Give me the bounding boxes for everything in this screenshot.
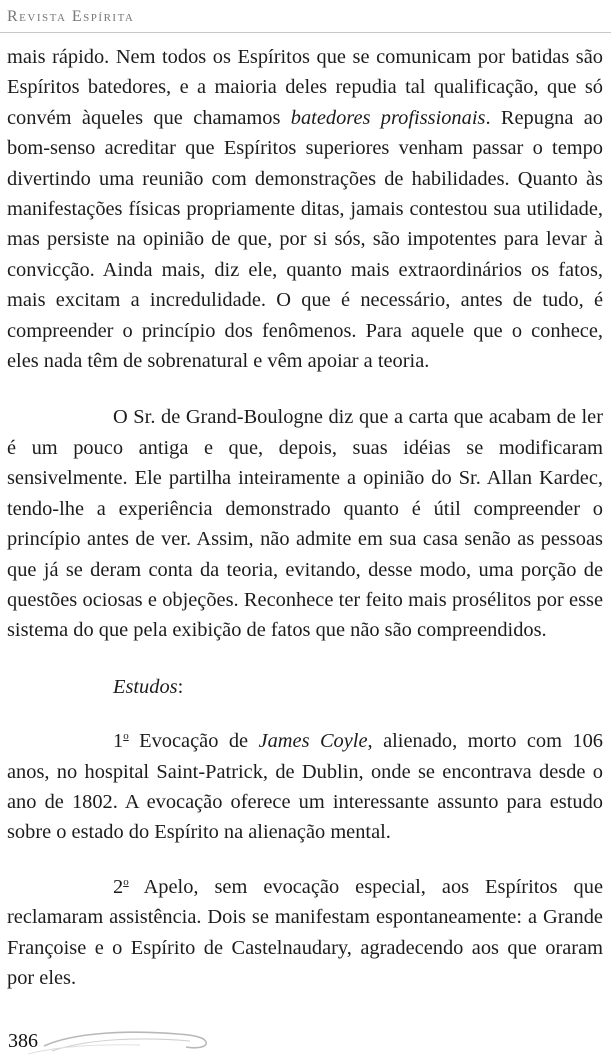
study-item-1-text-a: Evocação de [128,730,259,753]
studies-heading [7,672,603,702]
study-item-1-name: James Coyle [258,730,368,753]
study-item-1-text-b: , alienado, morto com 106 anos, no hospital Saint-Patrick, de Dublin, onde se encontrava desde o ano de 1802. A evocação oferece um interessante assunto para estudo sobre o estado do Espírito na alienação mental. [7,730,603,844]
studies-heading-label: Estudos [113,675,178,698]
page-number: 386 [8,1030,38,1052]
header-divider [0,32,611,33]
footer-flourish-ornament [0,1020,611,1059]
study-item-2-text: Apelo, sem evocação especial, aos Espíritos que reclamaram assistência. Dois se manifestam espontaneamente: a Grande Françoise e o Espírito de Castelnaudary, agradecendo aos que oraram por eles. [7,875,603,989]
paragraph-1 [7,42,603,376]
running-header [7,8,134,26]
paragraph-1-italic-term: batedores profissionais [290,106,486,129]
paragraph-1-text-b: . Repugna ao bom-senso acreditar que Espíritos superiores venham passar o tempo divertindo uma reunião com demonstrações de habilidades. Quanto às manifestações físicas propriamente ditas, jamais contestou sua utilidade, mas persiste na opinião de que, por si sós, são impotentes para levar à convicção. Ainda mais, diz ele, quanto mais extraordinários os fatos, mais excitam a incredulidade. O que é necessário, antes de tudo, é compreender o princípio dos fenômenos. Para aquele que o conhece, eles nada têm de sobrenatural e vêm apoiar a teoria. [7,106,603,373]
study-item-1-ordinal: o [123,730,129,743]
studies-heading-colon: : [177,675,184,698]
running-title: Revista Espírita [7,8,135,25]
paragraph-1-text-a: mais rápido. Nem todos os Espíritos que se comunicam por batidas são Espíritos batedores, e a maioria deles repudia tal qualificação, que só convém àqueles que chamamos [7,46,603,129]
study-item-1 [7,726,603,848]
paragraph-2: O Sr. de Grand-Boulogne diz que a carta que acabam de ler é um pouco antiga e que, depois, suas idéias se modificaram sensivelmente. Ele partilha inteiramente a opinião do Sr. Allan Kardec, tendo-lhe a experiência demonstrado quanto é útil compreender o princípio antes de ver. Assim, não admite em sua casa senão as pessoas que já se deram conta da teoria, evitando, desse modo, uma porção de questões ociosas e objeções. Reconhece ter feito mais prosélitos por esse sistema do que pela exibição de fatos que não são compreendidos. [7,406,603,642]
study-item-1-number: 1 [113,730,124,753]
study-item-2 [7,872,603,994]
study-item-2-number: 2 [113,875,124,898]
page-body [7,42,603,993]
page-footer [0,1020,611,1059]
study-item-2-ordinal: o [123,875,129,888]
